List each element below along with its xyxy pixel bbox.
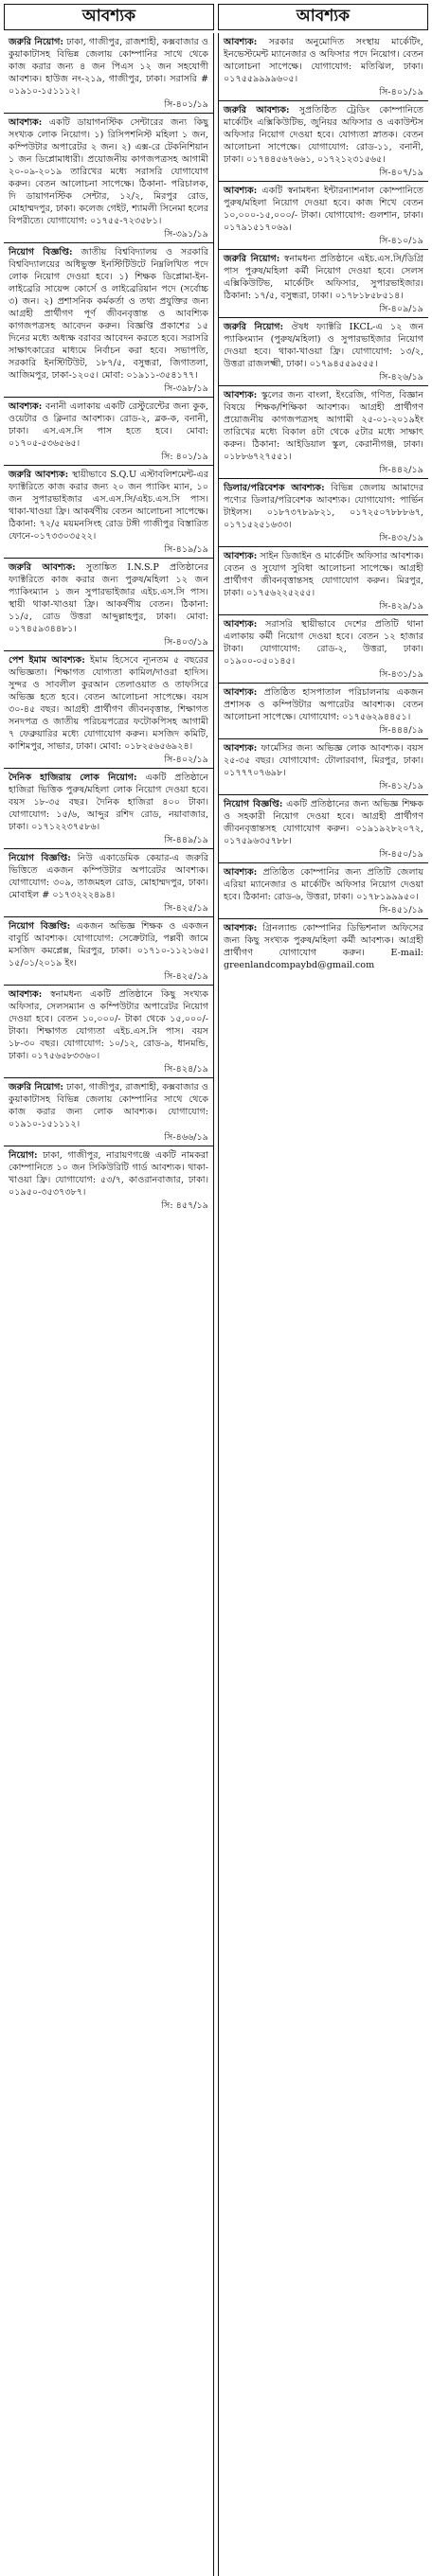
ad-text [224, 185, 423, 234]
right-column-header: আবশ্যক [218, 4, 428, 30]
classified-ad [4, 916, 213, 985]
classified-ad [4, 397, 213, 465]
ad-heading: আবশ্যক: [224, 390, 258, 400]
ad-code: সি-৪১০/১৯ [379, 236, 423, 246]
ad-body: ইমাম হিসেবে ন্যূনতম ৫ বছরের অভিজ্ঞতা। শিক্ষাগত যোগ্যতা কামিল/দাওরা হাদিস। সুন্দর ও সাবলীল কুরআন তেলাওয়াত ও তাফসিরে অভিজ্ঞ হতে হবে। বেতন আলোচনা সাপেক্ষে। বয়স ৩০-৪৫ বছর। আগ্রহী প্রার্থীগণ জীবনবৃত্তান্ত, শিক্ষাগত সনদপত্র ও জাতীয় পরিচয়পত্রের ফটোকপিসহ আগামী ৭ ফেব্রুয়ারির মধ্যে যোগাযোগ করুন। মসজিদ কমিটি, কাশিমপুর, সাভার, ঢাকা। মোবা: ০১৮২৫৬৫৬৯২৪। [9, 655, 208, 752]
ad-code: সি: ৪০১/১৯ [161, 452, 208, 462]
ad-heading: আবশ্যক: [224, 37, 258, 47]
ad-code: সি-৪০৯/১৯ [379, 304, 423, 314]
classified-ad [219, 181, 428, 249]
classified-ad [219, 317, 428, 385]
ad-heading: দৈনিক হাজিরায় লোক নিয়োগ: [9, 773, 137, 783]
ad-body: ঢাকা, গাজীপুর, রাজশাহী, কক্সবাজার ও কুয়াকাটাসহ বিভিন্ন জেলায় কোম্পানির সাথে থেকে কাজ করার জন্য ৪ জন পিএস ১২ জন সহযোগী আবশ্যক। হাউজ নং-২১৯, গাজীপুর, ঢাকা। সরাসরি # ০১৯১০-১৫১১১২। [9, 37, 208, 97]
ad-code: সি-৪০১/১৯ [379, 87, 423, 98]
ad-body: বিভিন্ন জেলায় আমাদের পণ্যের ডিলার/পরিবেশক আবশ্যক। যোগাযোগ: পার্ভিন টাইলস। ০১৮৭৩৭৮৯৮২১, ০১৭২৫০৭৮৮৮৬৭, ০১৭১৫২৫১৬৩৩। [224, 483, 423, 530]
ad-body: ফার্মেসির জন্য অভিজ্ঞ লোক আবশ্যক। বয়স ২৫-৩৫ বছর। যোগাযোগ: টোলারবাগ, মিরপুর, ঢাকা। ০১৭৭৭০৭৬৯৮। [224, 743, 423, 778]
ad-heading: আবশ্যক: [224, 923, 258, 933]
ad-text [224, 389, 423, 463]
ad-heading: আবশ্যক: [9, 401, 43, 412]
ad-code: সি: ৪৫৭/১৯ [161, 1200, 208, 1211]
classified-ad [219, 546, 428, 614]
ad-body: সাইন ডিজাইন ও মার্কেটিং অফিসার আবশ্যক। বেতন ও সুযোগ সুবিধা আলোচনা সাপেক্ষে। আগ্রহী প্রার্থীগণ জীবনবৃত্তান্তসহ যোগাযোগ করুন। মিরপুর, ঢাকা। ০১৭৫৬২২৫২৫৫। [224, 551, 423, 598]
ad-code: সি-৪৪২/১৯ [379, 465, 423, 475]
ad-body: একটি স্বনামধন্য ইন্টারন্যাশনাল কোম্পানিতে পুরুষ/মহিলা নিয়োগ দেওয়া হবে। কাজ শিখে বেতন ১০,০০০-১৫,০০০/- টাকা। যোগাযোগ: গুলশান, ঢাকা। ০১৭৯১৫১৭০৬৯। [224, 186, 423, 233]
ad-heading: জরুরি নিয়োগ: [9, 1082, 63, 1093]
ad-body: সরাসরি স্থায়ীভাবে দেশের প্রতিটি থানা এলাকায় কর্মী নিয়োগ দেওয়া হবে। বেতন ১২ হাজার টাকা। যোগাযোগ: রোড-২, উত্তরা, ঢাকা। ০১৯০০-০৫০১৪৫। [224, 619, 423, 666]
ad-code: সি-৪১৯/১৯ [164, 544, 208, 555]
ad-body: সুতাঙ্কিত I.N.S.P প্রতিষ্ঠানের ফ্যাক্টরিতে কাজ করার জন্য পুরুষ/মহিলা ১২ জন প্যাকিংম্যান ১ জন সুপারভাইজার এইচ.এস.সি পাস। স্থায়ী থাকা-খাওয়া ফ্রি। আকর্ষণীয় বেতন। ঠিকানা: ১১/৫, রোড উত্তরা আব্দুল্লাহপুর, ঢাকা। মোবা: ০১৭৪৫৯৩৪৪৮১। [9, 562, 208, 634]
ad-heading: ডিলার/পরিবেশক আবশ্যক: [224, 483, 325, 493]
ad-text [224, 866, 423, 903]
classified-ad [219, 249, 428, 317]
classified-ad [219, 862, 428, 918]
ad-body: সুপ্রতিষ্ঠিত ট্রেডিং কোম্পানিতে মার্কেটিং এক্সিকিউটিভ, জুনিয়র অফিসার ও একাউন্টস অফিসার নিয়োগ দেওয়া হবে। যোগ্যতা স্নাতক। বেতন আলোচনা সাপেক্ষে। যোগাযোগ: রোড-১১, বনানী, ঢাকা। ০১৭৪৪৫৬৭৬৬১, ০১৭২১২৩১৫৬৫। [224, 105, 423, 165]
ad-text [224, 922, 423, 971]
ad-text [9, 920, 208, 969]
ad-body: একটি প্রতিষ্ঠানের জন্য অভিজ্ঞ শিক্ষক ও সহকারী নিয়োগ দেওয়া হবে। আগ্রহী প্রার্থীগণ জীবনবৃত্তান্তসহ যোগাযোগ করুন। ০১৯১৯২৮২০৭২, ০১৭৫৯৬৩৫৭৮৮। [224, 799, 423, 846]
ad-heading: আবশ্যক: [224, 551, 258, 561]
ad-text [9, 988, 208, 1062]
ad-heading: নিয়োগ: [9, 1150, 38, 1161]
classified-ad [4, 1146, 213, 1214]
ad-heading: আবশ্যক: [224, 619, 258, 630]
ad-code: সি-৪৩২/১৯ [379, 533, 423, 543]
ad-text [9, 1081, 208, 1130]
ad-code: সি-৪২৪/১৯ [164, 1064, 208, 1075]
classified-ad [4, 242, 213, 397]
ad-body: স্বনামধন্য প্রতিষ্ঠানে এইচ.এস.সি/ডিগ্রি পাস পুরুষ/মহিলা কর্মী নিয়োগ দেওয়া হবে। সেলস এক্সিকিউটিভ, মার্কেটিং অফিসার, সুপারভাইজার। ঠিকানা: ১৭/৫, বসুন্ধরা, ঢাকা। ০১৭৮১৮৫৮৫১৪। [224, 254, 423, 301]
ad-text [9, 469, 208, 542]
ad-heading: জরুরি নিয়োগ: [224, 322, 284, 332]
left-ads-list [4, 33, 214, 2576]
ad-heading: নিয়োগ বিজ্ঞপ্তি: [9, 247, 73, 258]
ad-body: বনানী এলাকায় একটি রেস্টুরেন্টের জন্য কুক, ওয়েটার ও ক্লিনার আবশ্যক। রোড-২, ব্লক-ক, বনানী, ঢাকা। এস.এস.সি পাস হতে হবে। মোবা: ০১৭০৫-৫৩৬৫৬৫। [9, 401, 208, 449]
ad-text [224, 798, 423, 847]
ad-body: ঔষধ ফ্যাক্টরি IKCL-এ ১২ জন প্যাকিংম্যান (পুরুষ/মহিলা) ও সুপারভাইজার নিয়োগ দেওয়া হবে। থাকা-খাওয়া ফ্রি। যোগাযোগ: ১৩/২, উত্তরা রাজলক্ষ্মী, ঢাকা। ০১৭৯৪৫৫৯৫৫৫। [224, 322, 423, 369]
ad-code: সি-৪১২/১৯ [379, 781, 423, 791]
classified-ad [4, 465, 213, 558]
ad-text [224, 36, 423, 85]
classified-ad [4, 848, 213, 916]
ad-heading: আবশ্যক: [224, 743, 258, 754]
classified-ad [219, 738, 428, 794]
classified-ad [4, 33, 213, 113]
ad-heading: আবশ্যক: [9, 117, 43, 128]
classified-ad [4, 113, 213, 242]
ad-body: গ্রিনল্যান্ড কোম্পানির ডিভিশনাল অফিসের জন্য কিছু সংখ্যক পুরুষ/মহিলা কর্মী আবশ্যক। আগ্রহী প্রার্থীগণ যোগাযোগ করুন। E-mail: greenlandcompaybd@gmail.com [224, 923, 423, 970]
classified-ad [219, 683, 428, 738]
ad-code: সি-৪২৫/১৯ [164, 903, 208, 914]
classified-ad [4, 558, 213, 650]
ad-body: প্রতিষ্ঠিত হাসপাতাল পরিচালনায় একজন প্রশাসক ও কম্পিউটার অপারেটর আবশ্যক। বেতন আলোচনা সাপেক্ষে। যোগাযোগ: ০১৭৫৬২৯৪৪৫১। [224, 687, 423, 722]
ad-body: একজন অভিজ্ঞ শিক্ষক ও একজন বাবুর্চি আবশ্যক। যোগাযোগ: সেক্রেটারি, পল্লবী জামে মসজিদ কমপ্লেক্স, মিরপুর, ঢাকা। ০১৭১০-১১২১৬৫। ১৫/০১/২০১৯ ইং। [9, 921, 208, 968]
ad-code: সি-৪৩১/১৯ [379, 669, 423, 680]
ad-text [224, 742, 423, 779]
ad-text [224, 104, 423, 166]
classified-ad [219, 794, 428, 862]
ad-heading: নিয়োগ বিজ্ঞপ্তি: [9, 921, 71, 932]
ad-body: জাতীয় বিশ্ববিদ্যালয় ও সরকারি বিশ্ববিদ্যালয়ের অধিভুক্ত ইনস্টিটিউটে নিম্নলিখিত পদে লোক নিয়োগ দেওয়া হবে। ১) শিক্ষক ডিপ্লোমা-ইন-লাইব্রেরি সায়েন্স কোর্সে ও লাইব্রেরিয়ান পদে (সর্বোচ্চ ৩) জন। ২) প্রশাসনিক কর্মকর্তা ও তথ্য প্রযুক্তির জন্য আগ্রহী প্রার্থীগণ পূর্ণ জীবনবৃত্তান্ত ও আবশ্যিক কাগজপত্রসহ আবেদন করুন। বিজ্ঞপ্তি প্রকাশের ১৫ দিনের মধ্যে অধ্যক্ষ বরাবর আবেদন করতে হবে। সরাসরি সাক্ষাৎকারের মাধ্যমে নির্বাচন করা হবে। সভাপতি, সরকারি ইনস্টিটিউট, ১৮৭/৫, বসুন্ধরা, জিগাতলা, আজিমপুর, ঢাকা-১২০৫। মোবা: ০১৯১১-৩৫৪১৭৭। [9, 247, 208, 381]
ad-text [9, 654, 208, 753]
ad-heading: জরুরি আবশ্যক: [224, 105, 290, 115]
ad-text [224, 550, 423, 599]
classified-ad [219, 614, 428, 683]
ad-heading: আবশ্যক: [9, 989, 43, 1000]
classified-ad [219, 33, 428, 100]
ad-body: স্থায়ীভাবে S.Q.U এস্টাবলিশমেন্ট-এর ফ্যাক্টরিতে কাজ করার জন্য ২০ জন প্যাকিং ম্যান, ১০ জন সুপারভাইজার এস.এস.সি/এইচ.এস.সি পাস। থাকা-খাওয়া ফ্রি। আকর্ষণীয় বেতন আলোচনা সাপেক্ষে। ঠিকানা: ৭২/৫ ময়মনসিংহ রোড টঙ্গী গাজীপুর বিস্তারিত ফোনে-০১৭৩৩০৩৫২২। [9, 470, 208, 542]
ad-code: সি-৪২৬/১৯ [379, 372, 423, 382]
ad-body: স্বনামধন্য একটি প্রতিষ্ঠানে কিছু সংখ্যক অফিসার, সেলসম্যান ও কম্পিউটার অপারেটর নিয়োগ দেওয়া হবে। বেতন ১০,০০০/- টাকা থেকে ১৫,০০০/- টাকা। শিক্ষাগত যোগ্যতা এইচ.এস.সি পাস। বয়স ১৮-৩০ বছর। যোগাযোগ: ১০/১২, রোড-৯, ধানমন্ডি, ঢাকা। ০১৭৫৬৫৮৩৩৬০। [9, 989, 208, 1061]
left-column [4, 4, 214, 2576]
ad-code: সি-৪২৫/১৯ [164, 971, 208, 982]
ad-code: সি-৪৫১/১৯ [379, 905, 423, 915]
ad-text [224, 321, 423, 370]
ad-body: একটি প্রতিষ্ঠানে হাজিরা ভিত্তিক পুরুষ/মহিলা লোক নিয়োগ দেওয়া হবে। বয়স ১৮-৩৫ বছর। দৈনিক হাজিরা ৪০০ টাকা। যোগাযোগ: ১৫/৬, আব্দুর রশিদ রোড, নয়াবাজার, ঢাকা। ০১৭১২২৩৭৫৮৬। [9, 773, 209, 832]
ad-heading: আবশ্যক: [224, 867, 258, 878]
ad-body: স্কুলের জন্য বাংলা, ইংরেজি, গণিত, বিজ্ঞান বিষয়ে শিক্ষক/শিক্ষিকা আবশ্যক। আগ্রহী প্রার্থীগণ প্রয়োজনীয় কাগজপত্রসহ আগামী ২৫-০১-২০১৯ইং তারিখের মধ্যে বিকাল ৪টা থেকে ৫টার মধ্যে সাক্ষাৎ করুন। ঠিকানা: আইডিয়াল স্কুল, কেরানীগঞ্জ, ঢাকা। ০১৮৮৬৭২৭৫৫১। [224, 390, 423, 462]
ad-body: প্রতিষ্ঠিত কোম্পানির জন্য প্রতিটি জেলায় এরিয়া ম্যানেজার ও মার্কেটিং অফিসার নিয়োগ দেওয়া হবে। ঠিকানা: রোড-৬, উত্তরা, ঢাকা। ০১৭৮১৯৯৯৫০। [224, 867, 423, 902]
ad-body: নিউ একাডেমিক কেয়ার-এ জরুরি ভিত্তিতে একজন কম্পিউটার অপারেটর আবশ্যক। যোগাযোগ: ৩০৯, তাজমহল রোড, মোহাম্মদপুর, ঢাকা। মোবাইল # ০১৭৩২২২৪৯৪। [9, 853, 208, 900]
ad-text [224, 618, 423, 667]
ad-code: সি-৪০১/১৯ [164, 99, 208, 110]
ad-heading: পেশ ইমাম আবশ্যক: [9, 655, 85, 666]
ad-heading: নিয়োগ বিজ্ঞপ্তি: [9, 853, 71, 863]
ad-code: সি-৪০২/১৯ [164, 755, 208, 765]
ad-text [224, 686, 423, 723]
classified-ad [219, 478, 428, 546]
classified-ad [219, 100, 428, 181]
ad-code: সি-৪৫০/১৯ [379, 849, 423, 860]
ad-heading: আবশ্যক: [224, 687, 258, 698]
ad-heading: জরুরি নিয়োগ: [224, 254, 280, 264]
ad-body: একটি ডায়াগনস্টিক সেন্টারের জন্য কিছু সংখ্যক লোক নিয়োগ। ১) রিসিপশনিস্ট মহিলা ১ জন, কম্পিউটার অপারেটর ২ জন। ২) এক্স-রে টেকনিশিয়ান ১ জন ডিপ্লোমাধারী। প্রয়োজনীয় কাগজপত্রসহ আগামী ২০-০৯-২০১৯ তারিখের মধ্যে সরাসরি যোগাযোগ করুন। বেতন আলোচনা সাপেক্ষে। ঠিকানা- পরিচালক, দি ডায়াগনস্টিক সেন্টার, ১২/২, মিরপুর রোড, মোহাম্মদপুর, ঢাকা। কলেজ গেইট, শ্যামলী সিনেমা হলের বিপরীতে। যোগাযোগ: ০১৭৫৫-৭২৩৫৮১। [9, 117, 208, 226]
ad-text [9, 561, 208, 635]
right-column [218, 4, 428, 2576]
ad-body: সরকার অনুমোদিত সংস্থায় মার্কেটিং, ইনভেস্টমেন্ট ম্যানেজার ও অফিসার পদে নিয়োগ। বেতন আলোচনা সাপেক্ষে। যোগাযোগ: মতিঝিল, ঢাকা। ০১৭৫৫৯৯৯৯৬০৫। [224, 37, 423, 84]
ad-body: ঢাকা, গাজীপুর, রাজশাহী, কক্সবাজার ও কুয়াকাটাসহ বিভিন্ন জেলায় কোম্পানির সাথে থেকে কাজ করার জন্য লোক আবশ্যক। যোগাযোগ: ০১৯১০-১৫১১১২। [9, 1082, 208, 1129]
ad-code: সি-৪২৯/১৯ [379, 601, 423, 612]
ad-heading: নিয়োগ বিজ্ঞপ্তি: [224, 799, 283, 809]
classified-ad [4, 985, 213, 1077]
ad-text [9, 1149, 208, 1199]
ad-code: সি-৪৪৪/১৯ [379, 725, 423, 736]
classified-columns [4, 4, 428, 2576]
classified-ad [219, 385, 428, 478]
classified-ad [4, 650, 213, 768]
ad-body: ঢাকা, গাজীপুর, নারায়ণগঞ্জে একটি নামকরা কোম্পানিতে ১০ জন সিকিউরিটি গার্ড আবশ্যক। থাকা-খাওয়া ফ্রি। যোগাযোগ: ৫৩/৭, কাওরানবাজার, ঢাকা। ০১৯৫০-৩৫৩৭৩৮৭। [9, 1150, 208, 1198]
ad-text [9, 246, 208, 382]
ad-text [224, 482, 423, 531]
classified-ad [219, 918, 428, 974]
ad-code: সি-৪০৩/১৯ [164, 637, 208, 648]
ad-code: সি-৪৬৬/১৯ [164, 1132, 208, 1143]
ad-text [9, 772, 208, 833]
ad-heading: জরুরি নিয়োগ: [9, 37, 63, 47]
ad-text [9, 852, 208, 901]
ad-code: সি-৩৯৮/১৯ [164, 383, 208, 394]
left-column-header: আবশ্যক [4, 4, 214, 30]
ad-code: সি-৩৯১/১৯ [164, 229, 208, 240]
classified-ad [4, 1077, 213, 1146]
ad-heading: জরুরি আবশ্যক: [9, 562, 76, 573]
classified-ad [4, 768, 213, 848]
ad-code: সি-৪০৭/১৯ [379, 168, 423, 178]
ad-text [9, 400, 208, 450]
ad-text [9, 116, 208, 227]
right-ads-list [218, 33, 428, 2576]
ad-text [9, 36, 208, 98]
ad-code: সি-৪৪৯/১৯ [164, 835, 208, 845]
ad-text [224, 253, 423, 302]
ad-heading: জরুরি আবশ্যক: [9, 470, 69, 480]
ad-heading: আবশ্যক: [224, 186, 258, 196]
